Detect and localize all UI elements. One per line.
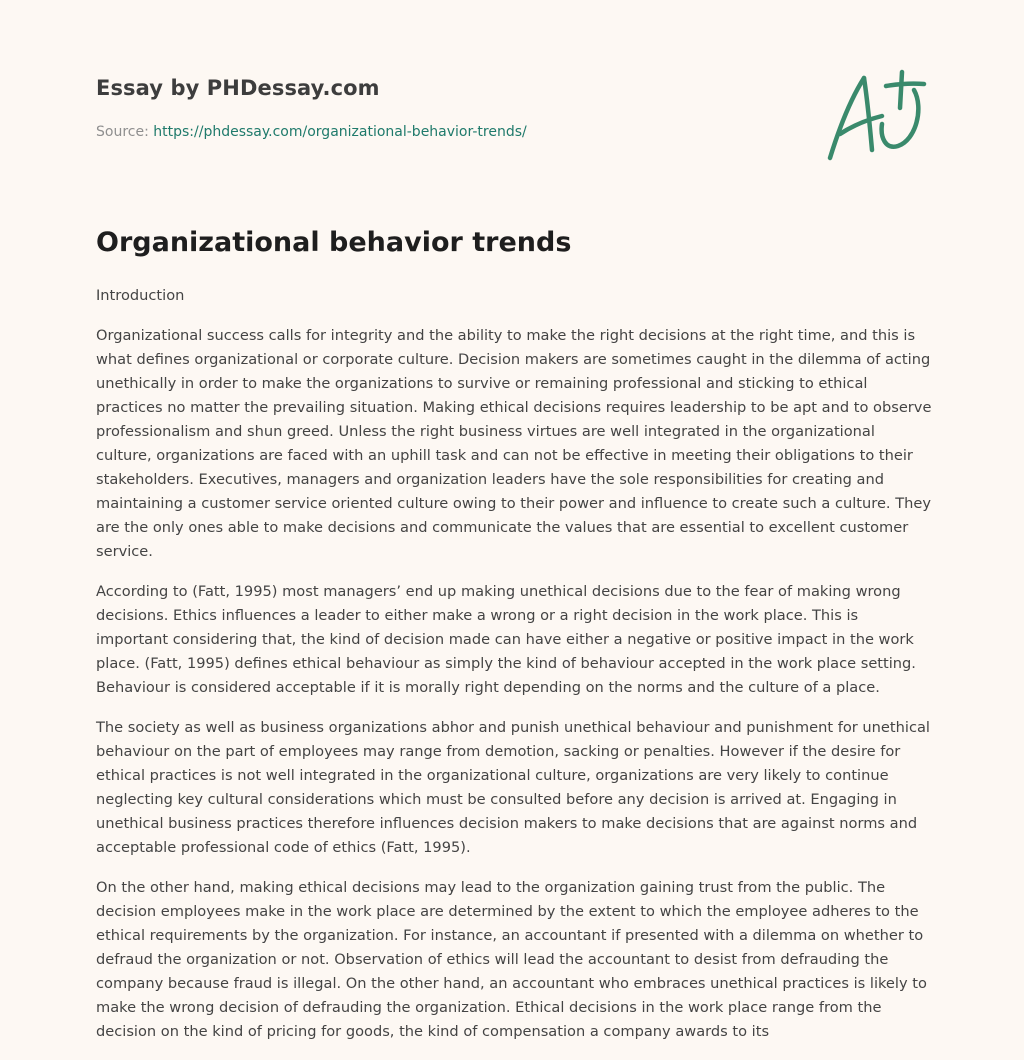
essay-body: [96, 284, 932, 1060]
site-title: Essay by PHDessay.com: [96, 76, 380, 100]
essay-paragraph: Introduction: [96, 287, 185, 304]
essay-paragraph: The society as well as business organizations abhor and punish unethical behaviour and punishment for unethical behaviour on the part of employees may range from demotion, sacking or penalties. However if the desire for ethical practices is not well integrated in the organizational culture, organizations are very likely to continue neglecting key cultural considerations which must be consulted before any decision is arrived at. Engaging in unethical business practices therefore influences decision makers to make decisions that are against norms and acceptable professional code of ethics (Fatt, 1995).: [96, 719, 930, 856]
essay-paragraph: On the other hand, making ethical decisions may lead to the organization gaining trust from the public. The decision employees make in the work place are determined by the extent to which the employee adheres to the ethical requirements by the organization. For instance, an accountant if presented with a dilemma on whether to defraud the organization or not. Observation of ethics will lead the accountant to desist from defrauding the company because fraud is illegal. On the other hand, an accountant who embraces unethical practices is likely to make the wrong decision of defrauding the organization. Ethical decisions in the work place range from the decision on the kind of pricing for goods, the kind of compensation a company awards to its: [96, 879, 927, 1040]
essay-paragraph: Organizational success calls for integrity and the ability to make the right decisions at the right time, and this is what defines organizational or corporate culture. Decision makers are sometimes caught in the dilemma of acting unethically in order to make the organizations to survive or remaining professional and sticking to ethical practices no matter the prevailing situation. Making ethical decisions requires leadership to be apt and to observe professionalism and shun greed. Unless the right business virtues are well integrated in the organizational culture, organizations are faced with an uphill task and can not be effective in meeting their obligations to their stakeholders. Executives, managers and organization leaders have the sole responsibilities for creating and maintaining a customer service oriented culture owing to their power and influence to create such a culture. They are the only ones able to make decisions and communicate the values that are essential to excellent customer service.: [96, 327, 932, 560]
source-label: Source:: [96, 124, 154, 140]
essay-title: Organizational behavior trends: [96, 227, 572, 258]
source-link[interactable]: https://phdessay.com/organizational-behavior-trends/: [153, 124, 527, 140]
source-line: [96, 124, 527, 140]
essay-paragraph: According to (Fatt, 1995) most managers’ end up making unethical decisions due to the fear of making wrong decisions. Ethics influences a leader to either make a wrong or a right decision in the work place. This is important considering that, the kind of decision made can have either a negative or positive impact in the work place. (Fatt, 1995) defines ethical behaviour as simply the kind of behaviour accepted in the work place setting. Behaviour is considered acceptable if it is morally right depending on the norms and the culture of a place.: [96, 583, 916, 696]
a-plus-logo-icon: [826, 66, 930, 166]
